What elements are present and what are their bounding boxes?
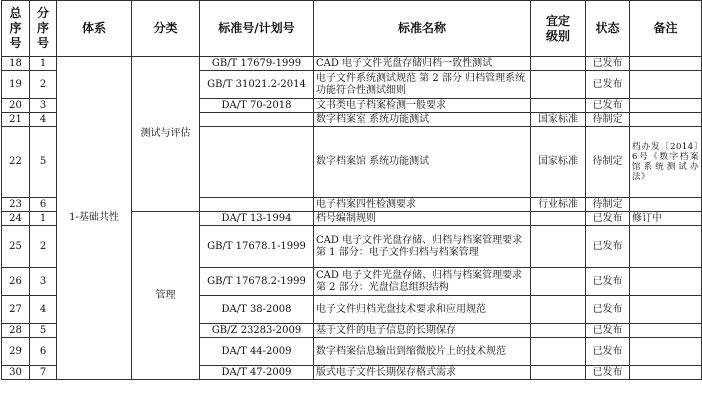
cell-standard-name: 电子档案四性检测要求 [314,198,531,212]
cell-standard-no [200,127,314,198]
header-sub-no [30,1,57,57]
table-row [2,57,702,71]
cell-status: 已发布 [586,71,630,99]
cell-sub-no: 3 [30,99,57,113]
cell-remark [630,198,702,212]
cell-level: 行业标准 [531,198,586,212]
cell-level [531,296,586,324]
cell-standard-no: GB/T 17678.1-1999 [200,226,314,268]
cell-sub-no: 1 [30,57,57,71]
cell-sub-no: 4 [30,113,57,127]
cell-standard-name: 档号编制规则 [314,212,531,226]
header-category: 分类 [132,1,200,57]
cell-standard-no: DA/T 13-1994 [200,212,314,226]
cell-standard-no: DA/T 38-2008 [200,296,314,324]
cell-status: 已发布 [586,268,630,296]
cell-remark [630,268,702,296]
cell-level [531,268,586,296]
cell-total-no: 26 [2,268,30,296]
cell-remark [630,338,702,366]
cell-total-no: 23 [2,198,30,212]
cell-status: 已发布 [586,324,630,338]
cell-level [531,338,586,366]
cell-sub-no: 5 [30,127,57,198]
cell-status: 已发布 [586,99,630,113]
cell-status: 待制定 [586,127,630,198]
cell-standard-name: 文书类电子档案检测一般要求 [314,99,531,113]
cell-status: 已发布 [586,226,630,268]
cell-remark: 修订中 [630,212,702,226]
cell-status: 已发布 [586,366,630,380]
header-level-text: 宜定 级别 [545,13,570,43]
cell-level: 国家标准 [531,127,586,198]
cell-sub-no: 5 [30,324,57,338]
cell-standard-no: GB/Z 23283-2009 [200,324,314,338]
cell-standard-no: GB/T 17678.2-1999 [200,268,314,296]
header-system: 体系 [57,1,132,57]
cell-remark [630,366,702,380]
standards-table [1,0,702,380]
cell-sub-no: 7 [30,366,57,380]
cell-total-no: 29 [2,338,30,366]
cell-system: 1-基础共性 [57,57,132,380]
cell-status: 已发布 [586,212,630,226]
cell-standard-name: CAD 电子文件光盘存储归档一致性测试 [314,57,531,71]
cell-standard-no: DA/T 47-2009 [200,366,314,380]
cell-standard-name: 版式电子文件长期保存格式需求 [314,366,531,380]
cell-sub-no: 3 [30,268,57,296]
header-sub-no-text: 分 序 号 [36,6,49,50]
cell-remark [630,226,702,268]
cell-standard-name: CAD 电子文件光盘存储、归档与档案管理要求 第 1 部分：电子文件归档与档案管理 [314,226,531,268]
cell-total-no: 24 [2,212,30,226]
cell-remark [630,99,702,113]
cell-sub-no: 2 [30,71,57,99]
cell-total-no: 21 [2,113,30,127]
cell-remark [630,113,702,127]
cell-standard-name: 基于文件的电子信息的长期保存 [314,324,531,338]
header-row [2,1,702,57]
cell-remark [630,296,702,324]
cell-status: 已发布 [586,296,630,324]
cell-total-no: 27 [2,296,30,324]
cell-level: 国家标准 [531,113,586,127]
header-total-no-text: 总 序 号 [9,6,22,50]
cell-standard-name: 数字档案室 系统功能测试 [314,113,531,127]
cell-sub-no: 2 [30,226,57,268]
cell-total-no: 30 [2,366,30,380]
cell-total-no: 28 [2,324,30,338]
cell-sub-no: 4 [30,296,57,324]
header-total-no [2,1,30,57]
cell-level [531,71,586,99]
header-standard-name: 标准名称 [314,1,531,57]
header-standard-no: 标准号/计划号 [200,1,314,57]
cell-level [531,366,586,380]
cell-sub-no: 6 [30,338,57,366]
cell-remark [630,71,702,99]
cell-category-management: 管理 [132,212,200,380]
cell-level [531,324,586,338]
cell-standard-name: 电子文件系统测试规范 第 2 部分 归档管理系统功能符合性测试细则 [314,71,531,99]
cell-status: 待制定 [586,113,630,127]
cell-total-no: 25 [2,226,30,268]
cell-standard-no: GB/T 17679-1999 [200,57,314,71]
cell-level [531,99,586,113]
header-status: 状态 [586,1,630,57]
cell-standard-no [200,198,314,212]
cell-standard-no: DA/T 70-2018 [200,99,314,113]
cell-level [531,57,586,71]
cell-remark: 档办发〔2014〕6号《数字档案馆系统测试办法》 [630,127,702,198]
header-remark: 备注 [630,1,702,57]
cell-remark [630,57,702,71]
cell-standard-name: 数字档案馆 系统功能测试 [314,127,531,198]
cell-level [531,226,586,268]
cell-total-no: 22 [2,127,30,198]
cell-standard-no: DA/T 44-2009 [200,338,314,366]
cell-level [531,212,586,226]
header-level [531,1,586,57]
cell-sub-no: 1 [30,212,57,226]
cell-standard-name: CAD 电子文件光盘存储、归档与档案管理要求 第 2 部分：光盘信息组织结构 [314,268,531,296]
cell-remark [630,324,702,338]
cell-status: 待制定 [586,198,630,212]
cell-category-testing: 测试与评估 [132,57,200,212]
cell-standard-no: GB/T 31021.2-2014 [200,71,314,99]
cell-sub-no: 6 [30,198,57,212]
cell-total-no: 20 [2,99,30,113]
cell-status: 已发布 [586,338,630,366]
cell-standard-name: 数字档案信息输出到缩微胶片上的技术规范 [314,338,531,366]
cell-standard-no [200,113,314,127]
cell-status: 已发布 [586,57,630,71]
cell-total-no: 18 [2,57,30,71]
cell-standard-name: 电子文件归档光盘技术要求和应用规范 [314,296,531,324]
cell-total-no: 19 [2,71,30,99]
